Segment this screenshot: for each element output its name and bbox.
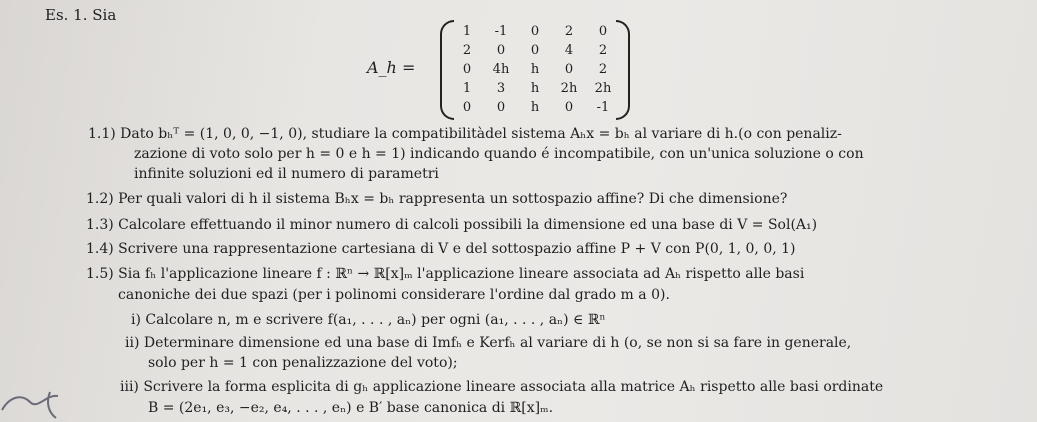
sub-question-i: i) Calcolare n, m e scrivere f(a₁, . . . , aₙ) per ogni (a₁, . . . , aₙ) ∈ ℝⁿ <box>131 312 606 328</box>
matrix-cell: 1 <box>462 24 472 39</box>
sub-question-ii-line-1: ii) Determinare dimensione ed una base di Imfₕ e Kerfₕ al variare di h (o, se non si sa fare in generale, <box>125 335 852 351</box>
matrix-cell: h <box>530 100 540 115</box>
matrix-cell: 2h <box>594 81 612 96</box>
matrix-cell: 1 <box>462 81 472 96</box>
matrix-cell: 2 <box>462 43 472 58</box>
matrix-cell: h <box>530 62 540 77</box>
exercise-header: Es. 1. Sia <box>45 6 117 24</box>
question-1-1-line-2: zazione di voto solo per h = 0 e h = 1) indicando quando é incompatibile, con un'unica soluzione o con <box>134 146 864 162</box>
matrix-cell: 0 <box>530 43 540 58</box>
sub-question-iii-line-2: B = (2e₁, e₃, −e₂, e₄, . . . , eₙ) e B′ base canonica di ℝ[x]ₘ. <box>148 400 554 416</box>
question-1-1-line-1: 1.1) Dato bₕᵀ = (1, 0, 0, −1, 0), studiare la compatibilitàdel sistema Aₕx = bₕ al variare di h.(o con penaliz- <box>88 126 842 142</box>
question-1-2: 1.2) Per quali valori di h il sistema Bₕx = bₕ rappresenta un sottospazio affine? Di che dimensione? <box>86 191 788 207</box>
matrix-cell: 2 <box>598 62 608 77</box>
matrix-cell: 0 <box>598 24 608 39</box>
sub-question-ii-line-2: solo per h = 1 con penalizzazione del voto); <box>148 355 458 371</box>
question-1-3: 1.3) Calcolare effettuando il minor numero di calcoli possibili la dimensione ed una base di V = Sol(A₁) <box>86 217 818 233</box>
matrix-cell: 2h <box>560 81 578 96</box>
matrix-cell: 0 <box>564 62 574 77</box>
matrix-A-h <box>440 20 630 118</box>
right-parenthesis <box>616 20 630 120</box>
matrix-cell: 4 <box>564 43 574 58</box>
matrix-cell: 0 <box>462 62 472 77</box>
matrix-cell: 4h <box>492 62 510 77</box>
question-1-5-line-2: canoniche dei due spazi (per i polinomi considerare l'ordine dal grado m a 0). <box>118 287 670 303</box>
matrix-cell: 2 <box>564 24 574 39</box>
pen-scribble-mark <box>0 388 80 422</box>
matrix-cell: h <box>530 81 540 96</box>
matrix-cell: 0 <box>530 24 540 39</box>
matrix-cell: 0 <box>564 100 574 115</box>
question-1-4: 1.4) Scrivere una rappresentazione cartesiana di V e del sottospazio affine P + V con P(0, 1, 0, 0, 1) <box>86 241 796 257</box>
matrix-grid <box>450 23 620 117</box>
matrix-cell: -1 <box>494 24 508 39</box>
matrix-cell: 0 <box>462 100 472 115</box>
matrix-label: A_h = <box>367 58 416 77</box>
question-1-5-line-1: 1.5) Sia fₕ l'applicazione lineare f : ℝⁿ → ℝ[x]ₘ l'applicazione lineare associata ad Aₕ rispetto alle basi <box>86 266 805 282</box>
matrix-cell: 3 <box>496 81 506 96</box>
matrix-cell: 0 <box>496 43 506 58</box>
matrix-cell: 0 <box>496 100 506 115</box>
matrix-cell: -1 <box>596 100 610 115</box>
matrix-cell: 2 <box>598 43 608 58</box>
sub-question-iii-line-1: iii) Scrivere la forma esplicita di gₕ applicazione lineare associata alla matrice Aₕ rispetto alle basi ordinate <box>120 379 884 395</box>
question-1-1-line-3: infinite soluzioni ed il numero di parametri <box>134 166 439 182</box>
